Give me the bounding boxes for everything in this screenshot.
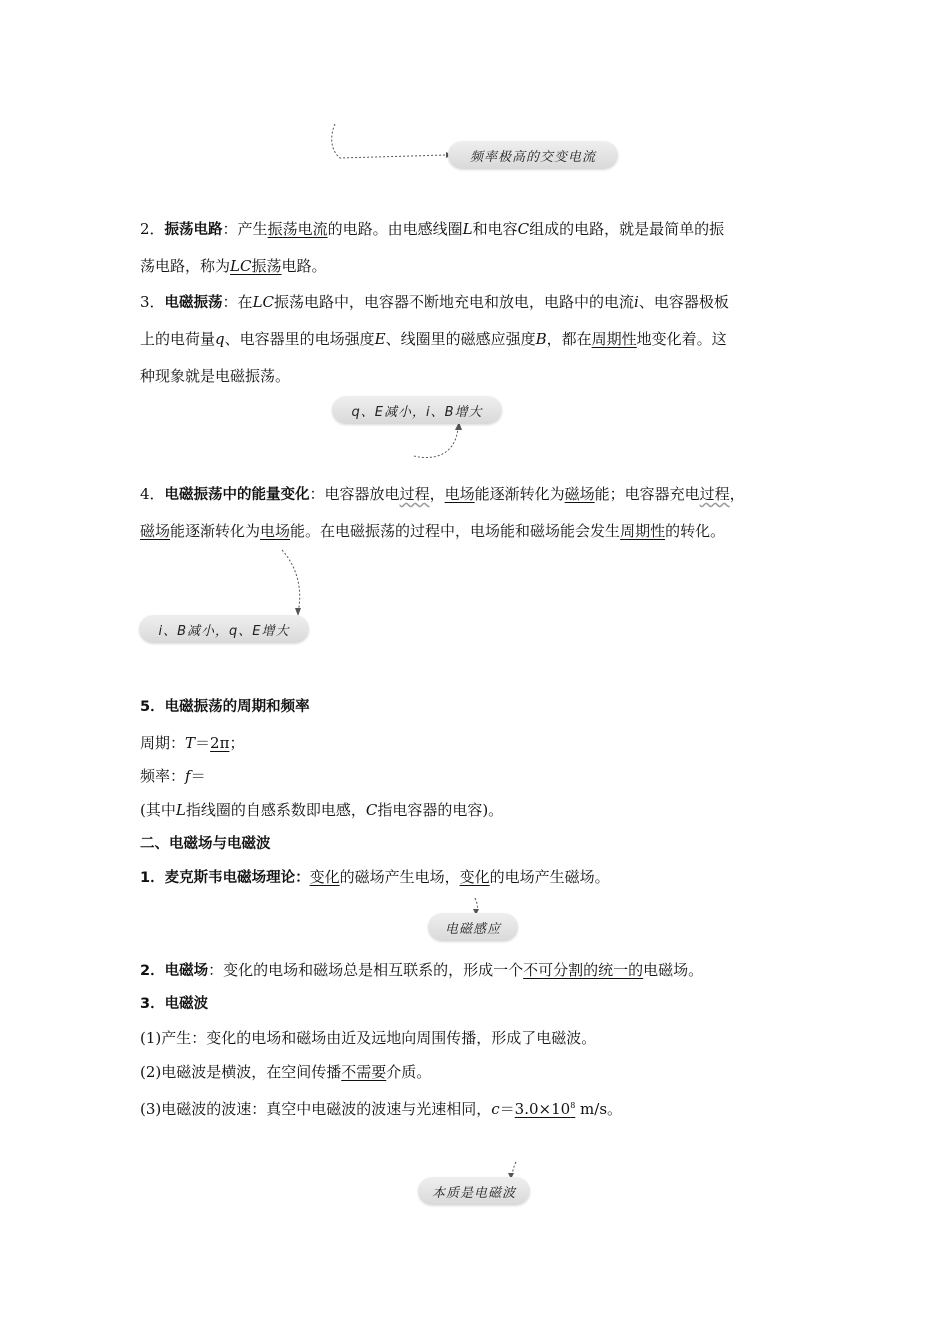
text: 的磁场产生电场，: [339, 868, 460, 886]
symbol: E: [374, 330, 386, 348]
text: 、电容器里的电场强度: [224, 330, 375, 348]
answer-blank: 3.0×10: [514, 1100, 571, 1118]
symbol: L: [175, 801, 186, 819]
paragraph-line: [140, 521, 725, 541]
term-heading: 振荡电路: [164, 222, 223, 238]
marked-word: 过程: [699, 485, 730, 503]
term-heading: 电磁振荡中的能量变化: [164, 487, 310, 503]
answer-blank: 电场: [260, 522, 291, 540]
paragraph-line: [140, 329, 727, 349]
text: (3)电磁波的波速：真空中电磁波的波速与光速相同，: [140, 1100, 492, 1118]
term-heading: 2．电磁场: [140, 963, 209, 979]
annotation-bubble: 频率极高的交变电流: [448, 141, 618, 169]
text: 能。在电磁振荡的过程中，电场能和磁场能会发生: [290, 522, 621, 540]
em-wave-item-3: [140, 1096, 622, 1119]
answer-blank: 周期性: [620, 522, 666, 540]
text: 组成的电路，就是最简单的振: [529, 220, 725, 238]
text: 介质。: [386, 1063, 432, 1081]
section-heading: 5．电磁振荡的周期和频率: [140, 699, 310, 715]
text: (2)电磁波是横波，在空间传播: [140, 1063, 342, 1081]
text: 种现象就是电磁振荡。: [140, 367, 291, 385]
text: 、电容器极板: [638, 293, 729, 311]
text: (其中: [140, 801, 176, 819]
text: ；: [229, 734, 245, 752]
maxwell-theory: [140, 867, 610, 888]
text: 指线圈的自感系数即电感，: [185, 801, 366, 819]
text: 的转化。: [665, 522, 726, 540]
exponent: 8: [570, 1101, 576, 1110]
text: 电路。: [281, 257, 327, 275]
symbol: B: [535, 330, 547, 348]
period-formula: [140, 733, 244, 753]
text: ，都在: [546, 330, 592, 348]
text: 荡电路，称为: [140, 257, 231, 275]
term-heading: 1．麦克斯韦电磁场理论：: [140, 870, 310, 886]
text: 的电路。由电感线圈: [327, 220, 463, 238]
symbol: i: [634, 293, 639, 311]
text: ，: [429, 485, 445, 503]
symbol: L: [462, 220, 473, 238]
symbol: C: [517, 220, 530, 238]
annotation-bubble: q、E减小，i、B增大: [332, 396, 502, 424]
symbol: q: [215, 330, 225, 348]
paragraph-em-oscillation: [140, 292, 729, 313]
subsection-heading: 3．电磁波: [140, 996, 209, 1012]
text: ，: [729, 485, 745, 503]
symbol: f: [185, 767, 191, 785]
text: 和电容: [472, 220, 518, 238]
text: ＝: [190, 767, 206, 785]
answer-blank: 磁场: [140, 522, 171, 540]
text: 电磁场。: [643, 961, 704, 979]
answer-blank: 振荡电流: [267, 220, 328, 238]
answer-blank: 变化: [309, 868, 340, 886]
frequency-formula: [140, 766, 206, 786]
annotation-bubble: 本质是电磁波: [418, 1177, 530, 1205]
em-wave-item-2: [140, 1062, 431, 1082]
item-number: 4．: [140, 485, 165, 503]
item-number: 2．: [140, 220, 165, 238]
paragraph-line: [140, 366, 290, 386]
em-wave-item-1: (1)产生：变化的电场和磁场由近及远地向周围传播，形成了电磁波。: [140, 1029, 597, 1047]
formula-note: [140, 800, 503, 820]
text: 周期：: [140, 734, 186, 752]
answer-blank: LC: [230, 257, 252, 275]
text: 频率：: [140, 767, 186, 785]
marked-word: 过程: [399, 485, 430, 503]
text: ＝: [195, 734, 211, 752]
paragraph-oscillating-circuit: [140, 219, 724, 240]
text: 、线圈里的磁感应强度: [385, 330, 536, 348]
em-field: [140, 960, 703, 981]
text: 能；电容器充电: [594, 485, 700, 503]
text: 指电容器的电容)。: [377, 801, 504, 819]
item-number: 3．: [140, 293, 165, 311]
text: 的电场产生磁场。: [489, 868, 610, 886]
text: 能逐渐转化为: [474, 485, 565, 503]
annotation-bubble: 电磁感应: [428, 913, 518, 941]
answer-blank: 磁场: [564, 485, 595, 503]
text: 地变化着。这: [636, 330, 727, 348]
text: ＝: [499, 1100, 515, 1118]
paragraph-line: [140, 256, 327, 276]
answer-blank: 不需要: [341, 1063, 387, 1081]
answer-blank: 不可分割的统一的: [523, 961, 644, 979]
term-heading: 电磁振荡: [164, 295, 223, 311]
symbol: C: [365, 801, 378, 819]
text: ：产生: [222, 220, 268, 238]
paragraph-energy-change: [140, 484, 745, 505]
symbol: c: [491, 1100, 500, 1118]
answer-blank: 变化: [459, 868, 490, 886]
answer-blank: 2π: [210, 734, 230, 752]
text: 上的电荷量: [140, 330, 216, 348]
text: 能逐渐转化为: [170, 522, 261, 540]
text: ：电容器放电: [309, 485, 400, 503]
text: ：变化的电场和磁场总是相互联系的，形成一个: [208, 961, 524, 979]
symbol: T: [185, 734, 196, 752]
answer-blank: 振荡: [251, 257, 282, 275]
text: ：在: [222, 293, 253, 311]
answer-blank: 周期性: [591, 330, 637, 348]
text: m/s。: [575, 1100, 623, 1118]
annotation-bubble: i、B减小，q、E增大: [139, 615, 309, 643]
text: 振荡电路中，电容器不断地充电和放电，电路中的电流: [274, 293, 635, 311]
symbol: LC: [252, 293, 275, 311]
answer-blank: 电场: [444, 485, 475, 503]
section-title: 二、电磁场与电磁波: [140, 836, 271, 852]
